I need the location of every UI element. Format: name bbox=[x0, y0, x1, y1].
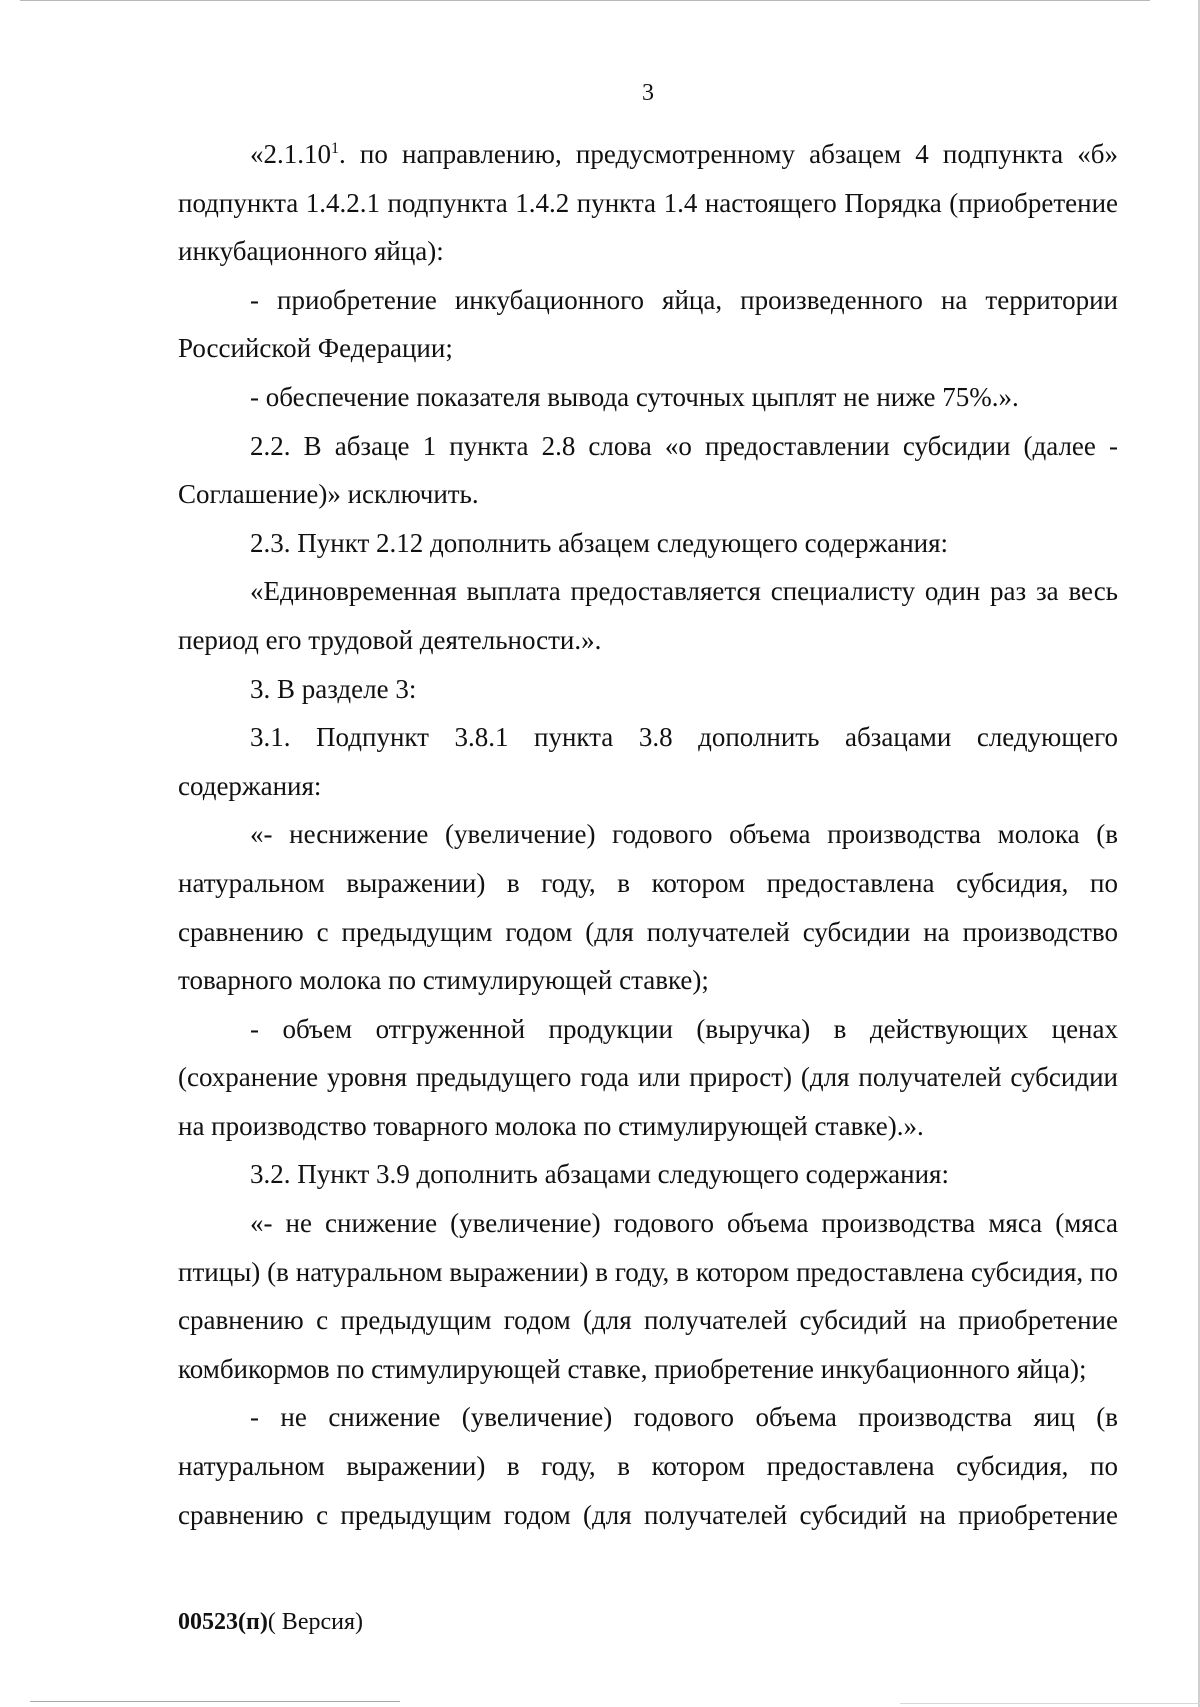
paragraph-list-item: - обеспечение показателя вывода суточных цыплят не ниже 75%.». bbox=[250, 381, 1019, 412]
paragraph-3-2: 3.2. Пункт 3.9 дополнить абзацами следующего содержания: bbox=[250, 1159, 949, 1190]
paragraph-quote: «Единовременная выплата предоставляется специалисту один раз за весь период его трудовой деятельности.». bbox=[178, 576, 1118, 655]
paragraph-quote: «- неснижение (увеличение) годового объема производства молока (в натуральном выражении) в году, в котором предоставлена субсидия, по сравнению с предыдущим годом (для получателей субсидии на производство товарного молока по стимулирующей ставке); bbox=[178, 819, 1118, 996]
document-body bbox=[178, 130, 1118, 1539]
paragraph-body-text: . по направлению, предусмотренному абзацем 4 подпункта «б» подпункта 1.4.2.1 подпункта 1.4.2 пункта 1.4 настоящего Порядка (приобретение инкубационного яйца): bbox=[178, 139, 1118, 267]
paragraph-list-item: - приобретение инкубационного яйца, произведенного на территории Российской Федерации; bbox=[178, 284, 1118, 364]
page-number: 3 bbox=[642, 80, 654, 106]
paragraph-lead-text: «2.1.10 bbox=[250, 139, 331, 169]
superscript-index: 1 bbox=[331, 140, 339, 157]
scan-bottom-edge bbox=[30, 1701, 400, 1702]
paragraph-quote: «- не снижение (увеличение) годового объема производства мяса (мяса птицы) (в натуральном выражении) в году, в котором предоставлена субсидия, по сравнению с предыдущим годом (для получателей субсидий на приобретение комбикормов по стимулирующей ставке, приобретение инкубационного яйца); bbox=[178, 1208, 1118, 1384]
scan-bottom-edge-right bbox=[900, 1703, 1200, 1704]
paragraph-2-1-10-1 bbox=[178, 130, 1118, 276]
document-footer bbox=[178, 1608, 363, 1636]
document-version: ( Версия) bbox=[267, 1609, 363, 1635]
paragraph-2-3: 2.3. Пункт 2.12 дополнить абзацем следующего содержания: bbox=[250, 527, 949, 558]
paragraph-2-2: 2.2. В абзаце 1 пункта 2.8 слова «о предоставлении субсидии (далее - Соглашение)» исключить. bbox=[178, 430, 1118, 510]
paragraph-list-item: - не снижение (увеличение) годового объема производства яиц (в натуральном выражении) в году, в котором предоставлена субсидия, по сравнению с предыдущим годом (для получателей субсидий на приобретение bbox=[178, 1402, 1118, 1530]
document-code: 00523(п) bbox=[178, 1609, 268, 1635]
paragraph-list-item: - объем отгруженной продукции (выручка) в действующих ценах (сохранение уровня предыдущего года или прирост) (для получателей субсидии на производство товарного молока по стимулирующей ставке).». bbox=[178, 1013, 1118, 1141]
scan-top-edge bbox=[20, 0, 1150, 1]
paragraph-3-1: 3.1. Подпункт 3.8.1 пункта 3.8 дополнить абзацами следующего содержания: bbox=[178, 722, 1118, 801]
paragraph-section-3: 3. В разделе 3: bbox=[250, 673, 417, 704]
